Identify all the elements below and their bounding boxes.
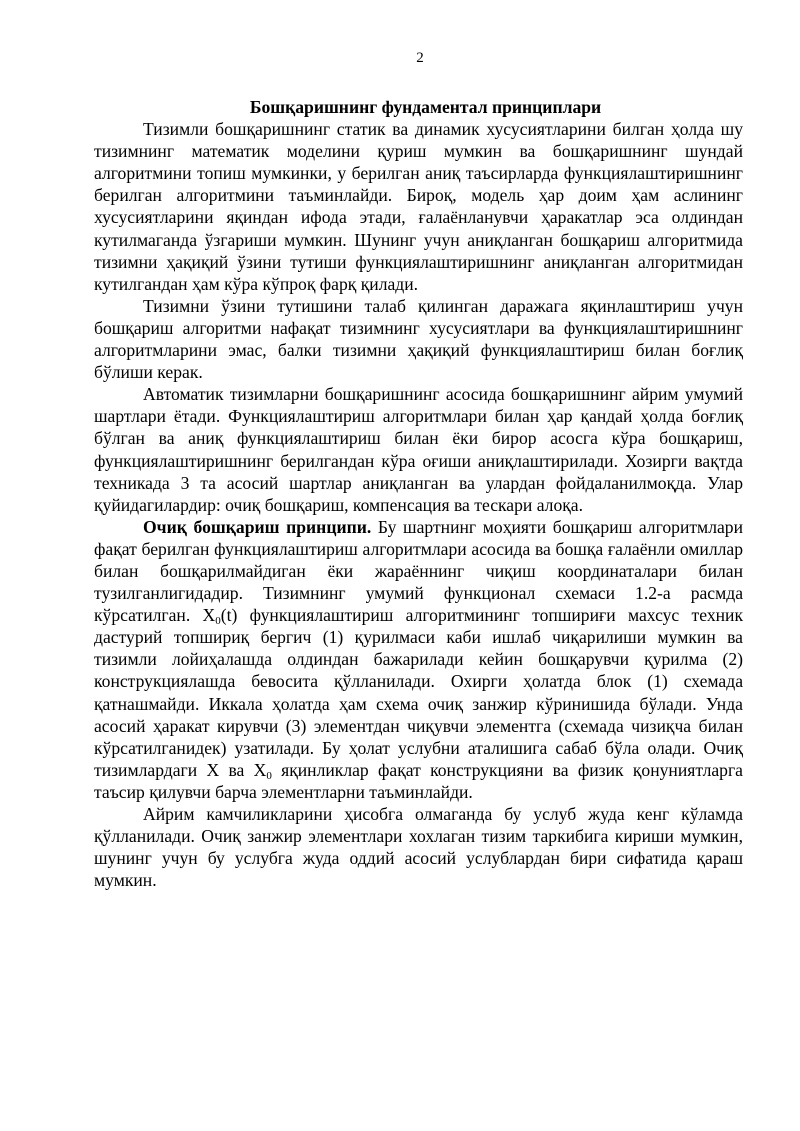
subscript-zero-2: 0 <box>266 769 272 782</box>
paragraph-3: Автоматик тизимларни бошқаришнинг асосида бошқаришнинг айрим умумий шартлари ётади. Функциялаштириш алгоритмлари билан ҳар қандай ҳолда боғлиқ бўлган ва аниқ функциялаштириш билан ёки бирор асосга кўра бошқариш, функциялаштиришнинг берилгандан кўра оғиши аниқлаштирилади. Хозирги вақтда техникада 3 та асосий шартлар аниқланган ва улардан фойдаланилмоқда. Улар қуйидагилардир: очиқ бошқариш, компенсация ва тескари алоқа. <box>94 384 743 515</box>
paragraph-open-loop <box>94 516 743 803</box>
open-loop-text-3: яқинликлар фақат конструкцияни ва физик қонуниятларга таъсир қилувчи барча элементларни таъминлайди. <box>94 759 743 802</box>
paragraph-2: Тизимни ўзини тутишини талаб қилинган даражага яқинлаштириш учун бошқариш алгоритми нафақат тизимнинг хусусиятлари ва функциялаштиришнинг алгоритмларини эмас, балки тизимни ҳақиқий функциялаштириш билан боғлиқ бўлиши керак. <box>94 295 743 383</box>
document-body <box>94 96 743 891</box>
open-loop-text-1: Бу шартнинг моҳияти бошқариш алгоритмлари фақат берилган функциялаштириш алгоритмлари асосида ва бошқа ғалаёнли омиллар билан бошқарилмайдиган ёки жараённинг чиқиш координаталари билан тузилганлигидадир. Тизимнинг умумий функционал схемаси 1.2-а расмда кўрсатилган. X <box>94 516 743 626</box>
open-loop-text-2: (t) функциялаштириш алгоритмининг топшириғи махсус техник дастурий топшириқ бергич (1) қурилмаси каби ишлаб чиқарилиши мумкин ва тизимли лойиҳалашда олдиндан бажарилади кейин бошқарувчи қурилма (2) конструкциялашда бевосита қўлланилади. Охирги ҳолатда блок (1) схемада қатнашмайди. Иккала ҳолатда ҳам схема очиқ занжир кўринишида бўлади. Унда асосий ҳаракат кирувчи (3) элементдан чиқувчи элементга (схемада чизиқча билан кўрсатилганидек) узатилади. Бу ҳолат услубни аталишига сабаб бўла олади. Очиқ тизимлардаги X ва X <box>94 605 743 780</box>
open-loop-heading: Очиқ бошқариш принципи. <box>143 516 372 537</box>
paragraph-1: Тизимли бошқаришнинг статик ва динамик хусусиятларини билган ҳолда шу тизимнинг математик моделини қуриш мумкин ва бошқаришнинг шундай алгоритмини топиш мумкинки, у берилган аниқ таъсирларда функциялаштиришнинг берилган алгоритмини таъминлайди. Бироқ, модель ҳар доим ҳам аслининг хусусиятларини яқиндан ифода этади, ғалаёнланувчи ҳаракатлар эса олдиндан кутилмаганда ўзгариши мумкин. Шунинг учун аниқланган бошқариш алгоритмида тизимни ҳақиқий ўзини тутиши функциялаштиришнинг аниқланган алгоритмидан кутилгандан ҳам кўра кўпроқ фарқ қилади. <box>94 119 743 294</box>
paragraph-final: Айрим камчиликларини ҳисобга олмаганда бу услуб жуда кенг кўламда қўлланилади. Очиқ занжир элементлари хохлаган тизим таркибига кириши мумкин, шунинг учун бу услубга жуда оддий асосий услублардан бири сифатида қараш мумкин. <box>94 804 743 891</box>
subscript-zero-1: 0 <box>215 615 221 628</box>
section-title: Бошқаришнинг фундаментал принциплари <box>249 97 602 117</box>
page-number: 2 <box>416 50 424 66</box>
